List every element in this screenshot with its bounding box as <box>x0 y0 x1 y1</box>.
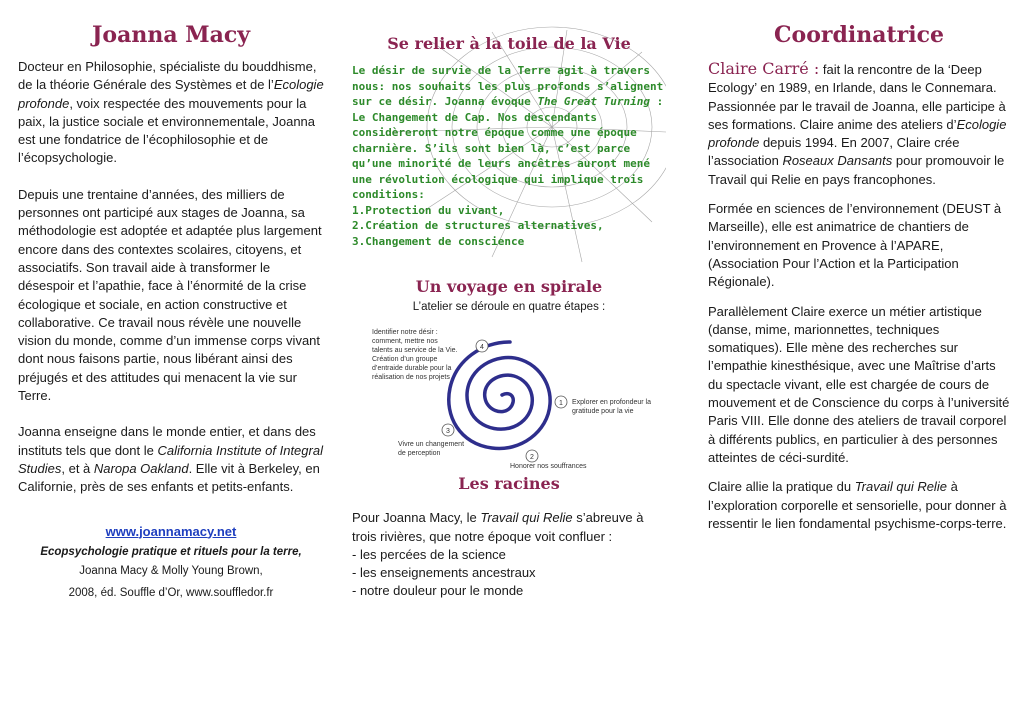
svg-text:4: 4 <box>480 344 484 352</box>
joannamacy-link[interactable]: www.joannamacy.net <box>105 523 237 539</box>
column-spiral <box>352 22 666 601</box>
roots-paragraph: Pour Joanna Macy, le Travail qui Relie s’abreuve à trois rivières, que notre époque voit confluer : <box>352 510 644 544</box>
claire-artistic-paragraph: Parallèlement Claire exerce un métier artistique (danse, mime, marionnettes, techniques somatiques). Elle mène des recherches sur l’empathie kinesthésique, avec une Maîtrise d’arts du spectacle vivant, elle est chargée de cours de mouvement et de Conscience du corps à l’université Paris VIII. Elle donne des ateliers de travail corporel à différents publics, en particulier à des personnes atteintes de céci-surdité. <box>708 303 1010 465</box>
claire-training-paragraph: Formée en sciences de l’environnement (DEUST à Marseille), elle est animatrice de chantiers de l’environnement en Provence à l’APARE, (Association Pour l’Action et la Participation Régionale). <box>708 201 1002 290</box>
joanna-bio-paragraph: Docteur en Philosophie, spécialiste du bouddhisme, de la théorie Générale des Systèmes et de l’Ecologie profonde, voix respectée des mouvements pour la paix, la justice sociale et environnementale, Joanna est une fondatrice de l’écophilosophie et de l’écopsychologie. <box>18 59 324 166</box>
svg-text:de perception: de perception <box>398 450 441 458</box>
joanna-work-paragraph: Depuis une trentaine d’années, des milliers de personnes ont participé aux stages de Joanna, sa méthodologie est adoptée et adaptée plus largement encore dans des contextes scolaires, citoyens, et associatifs. Son travail aide à transformer le désespoir et l’apathie, face à l’énormité de la crise écologique et sociale, en action constructive et collaborative. Ce travail nous révèle une nouvelle vision du monde, comme d’un immense corps vivant dont nous faisons partie, nous libérant ainsi des préjugés et des attitudes qui menacent la vie sur Terre. <box>18 186 322 404</box>
book-authors: Joanna Macy & Molly Young Brown, <box>79 564 263 577</box>
spiral-journey-title: Un voyage en spirale <box>415 277 603 296</box>
root-science: - les percées de la science <box>352 546 506 562</box>
step-2-label: Honorer nos souffrances <box>510 463 587 471</box>
svg-text:comment, mettre nos: comment, mettre nos <box>372 338 438 346</box>
svg-text:réalisation de nos projets: réalisation de nos projets <box>372 374 450 382</box>
claire-bio-paragraph: Claire Carré : fait la rencontre de la ‘Deep Ecology’ en 1989, en Irlande, dans le Connemara. Passionnée par le travail de Joanna, elle participe à ses formations. Claire anime des ateliers d’Ecologie profonde depuis 1994. En 2007, Claire crée l’association Roseaux Dansants pour promouvoir le Travail qui Relie en pays francophones. <box>708 59 1007 187</box>
joanna-macy-title: Joanna Macy <box>91 22 251 48</box>
condition-2: 2.Création de structures alternatives, <box>352 219 604 232</box>
roots-title: Les racines <box>458 474 560 494</box>
root-ancestral: - les enseignements ancestraux <box>352 565 536 581</box>
column-joanna-macy <box>18 22 324 603</box>
root-pain: - notre douleur pour le monde <box>352 583 524 599</box>
condition-3: 3.Changement de conscience <box>352 234 525 248</box>
column-coordinatrice <box>708 22 1010 533</box>
condition-1: 1.Protection du vivant, <box>352 203 505 217</box>
coordinatrice-title: Coordinatrice <box>774 22 944 48</box>
svg-text:3: 3 <box>446 428 450 436</box>
claire-practice-paragraph: Claire allie la pratique du Travail qui Relie à l’exploration corporelle et sensorielle, pour donner à ressentir le lien fondamental psychisme-corps-terre. <box>708 479 1007 531</box>
step-1-label: Explorer en profondeur la <box>572 399 651 407</box>
svg-text:gratitude pour la vie: gratitude pour la vie <box>572 408 634 416</box>
svg-text:1: 1 <box>559 400 563 408</box>
claire-name: Claire Carré : <box>708 59 820 78</box>
svg-text:d’entraide durable pour la: d’entraide durable pour la <box>372 365 452 373</box>
web-of-life-title: Se relier à la toile de la Vie <box>387 34 631 53</box>
step-4-label: Identifier notre désir : <box>372 329 438 337</box>
joanna-teaching-paragraph: Joanna enseigne dans le monde entier, et dans des instituts tels que dont le California Institute of Integral Studies, et à Naropa Oakland. Elle vit à Berkeley, en Californie, près de ses enfants et petits-enfants. <box>18 424 323 495</box>
svg-text:talents au service de la Vie.: talents au service de la Vie. <box>372 347 458 355</box>
great-turning-text: Le désir de survie de la Terre agit à travers nous: nos souhaits les plus profonds s’alignent sur ce désir. Joanna évoque The Great Turning : Le Changement de Cap. Nos descendants considèreront notre époque comme une époque charnière. S’ils sont bien là, c’est parce qu’une minorité de leurs ancêtres auront mené une révolution écologique qui implique trois conditions: <box>352 64 664 201</box>
spiral-diagram <box>352 320 666 470</box>
svg-text:2: 2 <box>530 454 534 462</box>
spiral-icon <box>449 342 550 449</box>
step-3-label: Vivre un changement <box>398 441 465 449</box>
book-title: Ecopsychologie pratique et rituels pour la terre, <box>40 545 302 558</box>
svg-text:Création d’un groupe: Création d’un groupe <box>372 356 438 364</box>
book-publisher: 2008, éd. Souffle d’Or, www.souffledor.fr <box>68 586 274 599</box>
spiral-intro: L’atelier se déroule en quatre étapes : <box>412 301 606 313</box>
